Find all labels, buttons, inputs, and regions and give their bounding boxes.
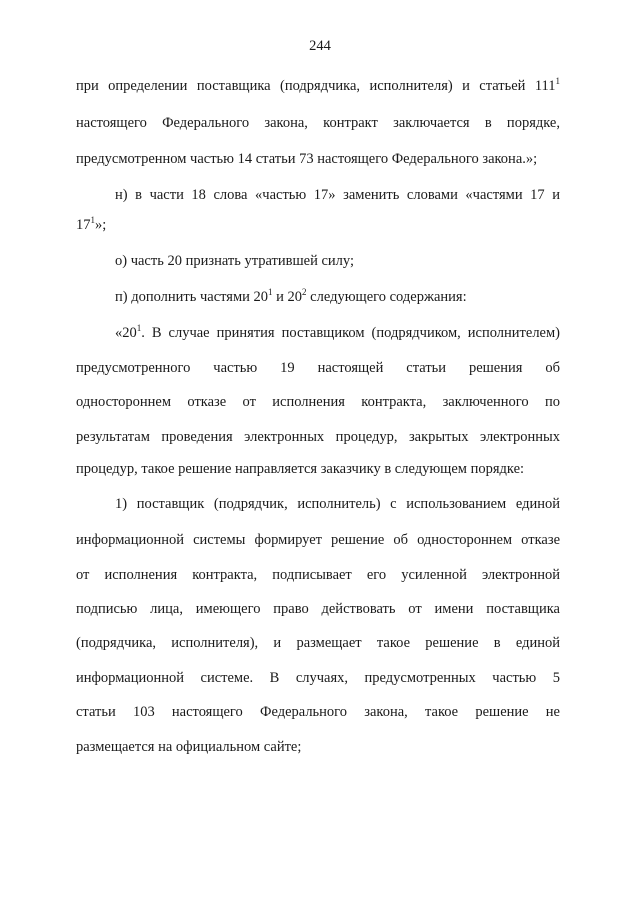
- superscript: 1: [268, 287, 273, 298]
- text-segment: (подрядчика, исполнителя), и размещает такое решение в единой: [76, 635, 560, 651]
- text-line: [115, 495, 560, 513]
- text-line: [76, 150, 560, 168]
- text-segment: размещается на официальном сайте;: [76, 739, 302, 755]
- text-segment: при определении поставщика (подрядчика, исполнителя) и статьей 111: [76, 78, 556, 94]
- text-segment: н) в части 18 слова «частью 17» заменить словами «частями 17 и: [115, 187, 560, 203]
- text-segment: статьи 103 настоящего Федерального закона, такое решение не: [76, 704, 560, 720]
- text-line: [76, 216, 560, 234]
- text-line: [76, 531, 560, 549]
- text-line: [76, 359, 560, 377]
- text-line: [76, 566, 560, 584]
- page-number: 244: [309, 38, 331, 54]
- text-segment: предусмотренном частью 14 статьи 73 настоящего Федерального закона.»;: [76, 151, 538, 167]
- text-line: [76, 703, 560, 721]
- text-line: [76, 77, 560, 95]
- text-segment: от исполнения контракта, подписывает его усиленной электронной: [76, 567, 560, 583]
- text-segment: предусмотренного частью 19 настоящей статьи решения об: [76, 360, 560, 376]
- text-segment: информационной системе. В случаях, предусмотренных частью 5: [76, 670, 560, 686]
- text-segment: следующего содержания:: [306, 289, 467, 305]
- text-line: [115, 252, 560, 270]
- text-segment: »;: [95, 217, 107, 233]
- text-segment: «20: [115, 325, 137, 341]
- text-line: [115, 288, 560, 306]
- text-segment: одностороннем отказе от исполнения контракта, заключенного по: [76, 394, 560, 410]
- text-segment: настоящего Федерального закона, контракт заключается в порядке,: [76, 115, 560, 131]
- text-segment: 1) поставщик (подрядчик, исполнитель) с использованием единой: [115, 496, 560, 512]
- text-line: [76, 428, 560, 446]
- text-segment: п) дополнить частями 20: [115, 289, 269, 305]
- text-line: [76, 114, 560, 132]
- text-line: [76, 669, 560, 687]
- text-segment: . В случае принятия поставщиком (подрядчиком, исполнителем): [141, 325, 560, 341]
- text-segment: процедур, такое решение направляется заказчику в следующем порядке:: [76, 461, 525, 477]
- text-segment: информационной системы формирует решение об одностороннем отказе: [76, 532, 560, 548]
- superscript: 2: [302, 287, 307, 298]
- text-line: [76, 600, 560, 618]
- superscript: 1: [136, 323, 142, 334]
- text-line: [76, 460, 560, 478]
- text-line: [115, 186, 560, 204]
- text-segment: 17: [76, 217, 91, 233]
- text-segment: результатам проведения электронных процедур, закрытых электронных: [76, 429, 560, 445]
- superscript: 1: [90, 215, 95, 226]
- text-segment: и 20: [272, 289, 303, 305]
- text-line: [76, 738, 560, 756]
- text-line: [115, 324, 560, 342]
- superscript: 1: [555, 76, 560, 87]
- text-segment: о) часть 20 признать утратившей силу;: [115, 253, 354, 269]
- text-line: [76, 634, 560, 652]
- text-segment: подписью лица, имеющего право действовать от имени поставщика: [76, 601, 560, 617]
- text-line: [76, 393, 560, 411]
